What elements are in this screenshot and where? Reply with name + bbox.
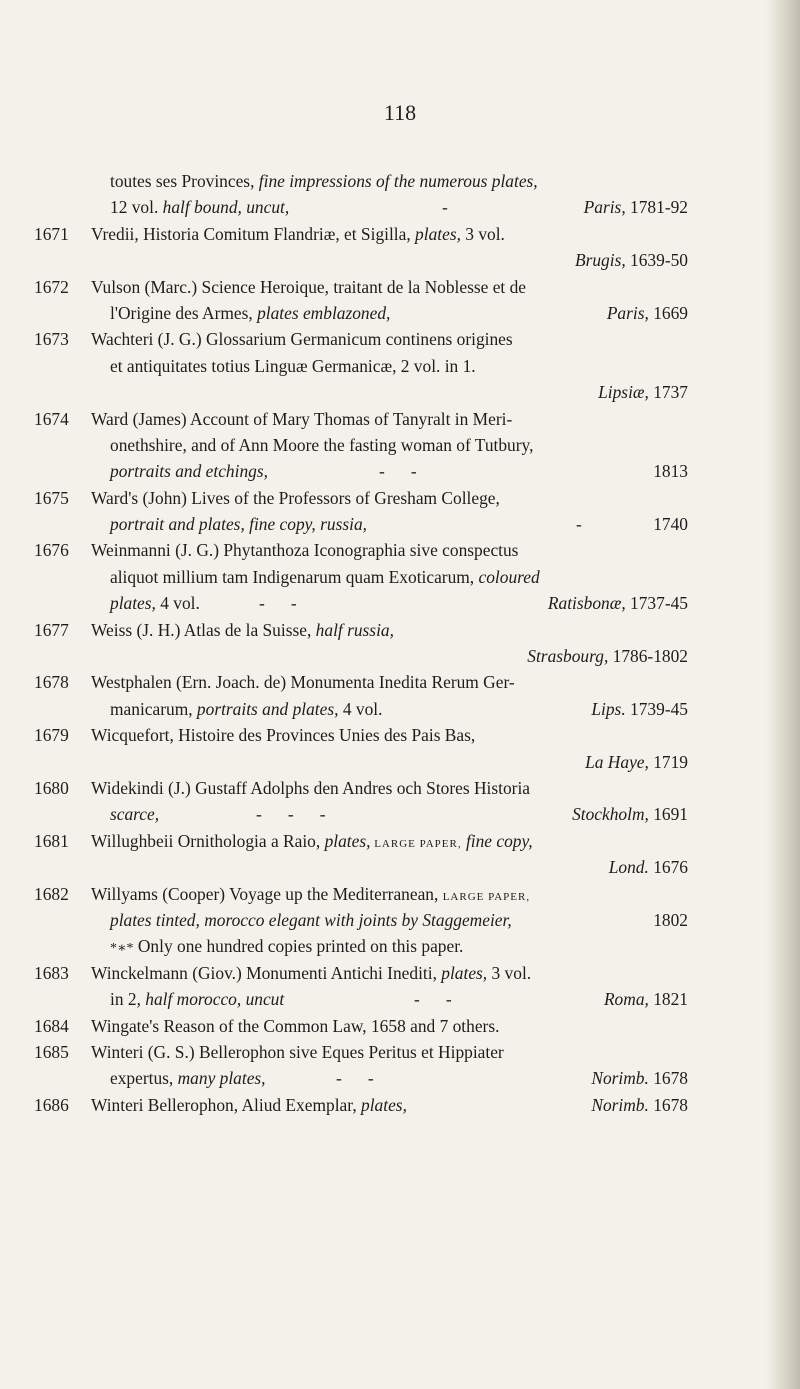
entry-line	[34, 379, 688, 405]
entry-place: Lond.	[608, 857, 649, 878]
dash-leader: -	[576, 514, 582, 535]
entry-place: Ratisbonæ,	[547, 593, 626, 614]
entry-line	[34, 1065, 688, 1091]
entry-text: Westphalen (Ern. Joach. de) Monumenta Inedita Rerum Ger-	[91, 672, 515, 693]
entry-description: plates tinted, morocco elegant with joints by Staggemeier,	[110, 909, 512, 930]
entry-line	[34, 986, 688, 1012]
entry-date: 1669	[648, 302, 688, 323]
dash-leader: - -	[259, 593, 297, 614]
lot-number: 1686	[34, 1094, 69, 1115]
entry-place: Stockholm,	[572, 804, 649, 825]
entry-line	[34, 432, 688, 458]
entry-date: 1719	[648, 751, 688, 772]
entry-description: plates,	[441, 962, 488, 983]
entry-place: Norimb.	[591, 1068, 649, 1089]
catalogue-entries	[34, 168, 688, 1118]
lot-number: 1684	[34, 1015, 69, 1036]
entry-description: portrait and plates, fine copy, russia,	[110, 514, 367, 535]
entry-line	[34, 353, 688, 379]
entry-line	[34, 485, 688, 511]
entry-line	[34, 1039, 688, 1065]
entry-date: 1737-45	[625, 593, 688, 614]
entry-place: La Haye,	[585, 751, 649, 772]
entry-text: 3 vol.	[487, 962, 532, 983]
lot-number: 1679	[34, 725, 69, 746]
entry-text: Winteri (G. S.) Bellerophon sive Eques Peritus et Hippiater	[91, 1041, 504, 1062]
entry-text: manicarum,	[110, 698, 197, 719]
entry-text: aliquot millium tam Indigenarum quam Exoticarum,	[110, 566, 479, 587]
entry-description: fine impressions of the numerous plates,	[258, 171, 538, 191]
page-number: 118	[383, 100, 417, 125]
entry-place: Roma,	[603, 989, 649, 1010]
entry-line	[34, 221, 688, 247]
entry-date: 1691	[648, 804, 688, 825]
entry-description: fine copy,	[461, 830, 533, 851]
entry-date: 1802	[653, 909, 688, 930]
entry-line	[34, 960, 688, 986]
entry-place: Strasbourg,	[527, 646, 609, 667]
entry-description: half morocco, uncut	[145, 989, 285, 1010]
entry-text: Vredii, Historia Comitum Flandriæ, et Sigilla,	[91, 223, 416, 244]
entry-date: 1781-92	[625, 197, 688, 218]
entry-text: in 2,	[110, 989, 146, 1010]
entry-date: 1737	[648, 382, 688, 403]
entry-place: Paris,	[583, 197, 626, 218]
entry-note: Only one hundred copies printed on this paper.	[133, 936, 464, 957]
entry-line	[34, 458, 688, 484]
entry-line	[34, 775, 688, 801]
entry-text: 3 vol.	[460, 223, 505, 244]
entry-text: Weiss (J. H.) Atlas de la Suisse,	[91, 619, 316, 640]
entry-date: 1821	[648, 989, 688, 1010]
entry-line	[34, 669, 688, 695]
entry-line	[34, 300, 688, 326]
entry-place: Lipsiæ,	[598, 382, 649, 403]
dash-leader: - -	[414, 989, 452, 1010]
entry-line	[34, 617, 688, 643]
entry-line	[34, 564, 688, 590]
entry-line	[34, 406, 688, 432]
entry-description: portraits and etchings,	[110, 461, 268, 482]
entry-description: plates,	[415, 223, 461, 244]
dash-leader: - - -	[256, 804, 326, 825]
entry-date: 1678	[648, 1068, 688, 1089]
entry-description: plates,	[324, 830, 371, 851]
entry-description: portraits and plates,	[196, 698, 339, 719]
entry-line	[34, 854, 688, 880]
entry-line	[34, 537, 688, 563]
entry-line	[34, 907, 688, 933]
entry-line	[34, 247, 688, 273]
lot-number: 1673	[34, 329, 69, 350]
entry-line: 12 vol. half bound, uncut, - Paris, 1781-92	[110, 197, 688, 218]
entry-text: et antiquitates totius Linguæ Germanicæ, 2 vol. in 1.	[110, 355, 476, 376]
large-paper-note: LARGE PAPER,	[442, 890, 531, 903]
entry-line	[34, 933, 688, 959]
entry-text: Wachteri (J. G.) Glossarium Germanicum continens origines	[91, 329, 513, 350]
entry-description: half russia,	[315, 619, 394, 640]
entry-place: Paris,	[606, 302, 649, 323]
entry-text: 12 vol.	[110, 197, 163, 218]
lot-number: 1681	[34, 830, 69, 851]
entry-text: expertus,	[110, 1068, 178, 1089]
entry-text: Willyams (Cooper) Voyage up the Mediterranean,	[91, 883, 443, 904]
lot-number: 1685	[34, 1041, 69, 1062]
entry-description: many plates,	[177, 1068, 266, 1089]
lot-number: 1674	[34, 408, 69, 429]
entry-description: scarce,	[110, 804, 160, 825]
entry-date: 1740	[653, 514, 688, 535]
entry-date: 1813	[653, 461, 688, 482]
entry-date: 1786-1802	[608, 646, 688, 667]
large-paper-note: LARGE PAPER,	[370, 837, 462, 850]
entry-line	[34, 696, 688, 722]
entry-date: 1739-45	[625, 698, 688, 719]
entry-text: Willughbeii Ornithologia a Raio,	[91, 830, 325, 851]
entry-date: 1678	[648, 1094, 688, 1115]
entry-text: Winckelmann (Giov.) Monumenti Antichi Inediti,	[91, 962, 442, 983]
lot-number: 1680	[34, 777, 69, 798]
asterism-icon: *∗*	[110, 941, 134, 957]
entry-description: half bound, uncut,	[162, 197, 290, 218]
entry-line	[34, 590, 688, 616]
entry-description: plates,	[361, 1094, 407, 1115]
entry-line	[34, 511, 688, 537]
lot-number: 1683	[34, 962, 69, 983]
entry-text: 4 vol.	[338, 698, 383, 719]
entry-text: Wicquefort, Histoire des Provinces Unies des Pais Bas,	[91, 725, 476, 746]
entry-text: l'Origine des Armes,	[110, 302, 258, 323]
entry-place: Norimb.	[591, 1094, 649, 1115]
lot-number: 1677	[34, 619, 69, 640]
entry-text: Wingate's Reason of the Common Law, 1658 and 7 others.	[91, 1015, 500, 1036]
entry-text: Weinmanni (J. G.) Phytanthoza Iconographia sive conspectus	[91, 540, 519, 561]
dash-leader: - -	[379, 461, 417, 482]
entry-line	[34, 1013, 688, 1039]
lot-number: 1675	[34, 487, 69, 508]
entry-line	[34, 828, 688, 854]
entry-text: Winteri Bellerophon, Aliud Exemplar,	[91, 1094, 362, 1115]
entry-line	[34, 881, 688, 907]
lot-number: 1682	[34, 883, 69, 904]
entry-date: 1676	[648, 857, 688, 878]
entry-text: onethshire, and of Ann Moore the fasting woman of Tutbury,	[110, 434, 534, 455]
entry-place: Lips.	[591, 698, 626, 719]
dash-leader: - -	[336, 1068, 374, 1089]
entry-place: Brugis,	[574, 250, 626, 271]
entry-line	[34, 722, 688, 748]
entry-description: plates emblazoned,	[257, 302, 391, 323]
entry-text: 4 vol.	[155, 593, 200, 614]
entry-line	[34, 801, 688, 827]
entry-text: Ward (James) Account of Mary Thomas of Tanyralt in Meri-	[91, 408, 513, 429]
entry-line	[34, 168, 688, 194]
page-edge-shadow	[766, 0, 800, 1389]
lot-number: 1676	[34, 540, 69, 561]
entry-line	[34, 326, 688, 352]
entry-text: toutes ses Provinces,	[110, 171, 259, 191]
lot-number: 1672	[34, 276, 69, 297]
lot-number: 1678	[34, 672, 69, 693]
entry-text: Ward's (John) Lives of the Professors of Gresham College,	[91, 487, 500, 508]
entry-line	[34, 274, 688, 300]
entry-description: plates,	[110, 593, 156, 614]
entry-date: 1639-50	[625, 250, 688, 271]
entry-description: coloured	[478, 566, 540, 587]
entry-line	[34, 749, 688, 775]
entry-line	[34, 643, 688, 669]
entry-text: Widekindi (J.) Gustaff Adolphs den Andres och Stores Historia	[91, 777, 531, 798]
entry-line	[34, 1092, 688, 1118]
lot-number: 1671	[34, 223, 69, 244]
entry-text: Vulson (Marc.) Science Heroique, traitant de la Noblesse et de	[91, 276, 527, 297]
